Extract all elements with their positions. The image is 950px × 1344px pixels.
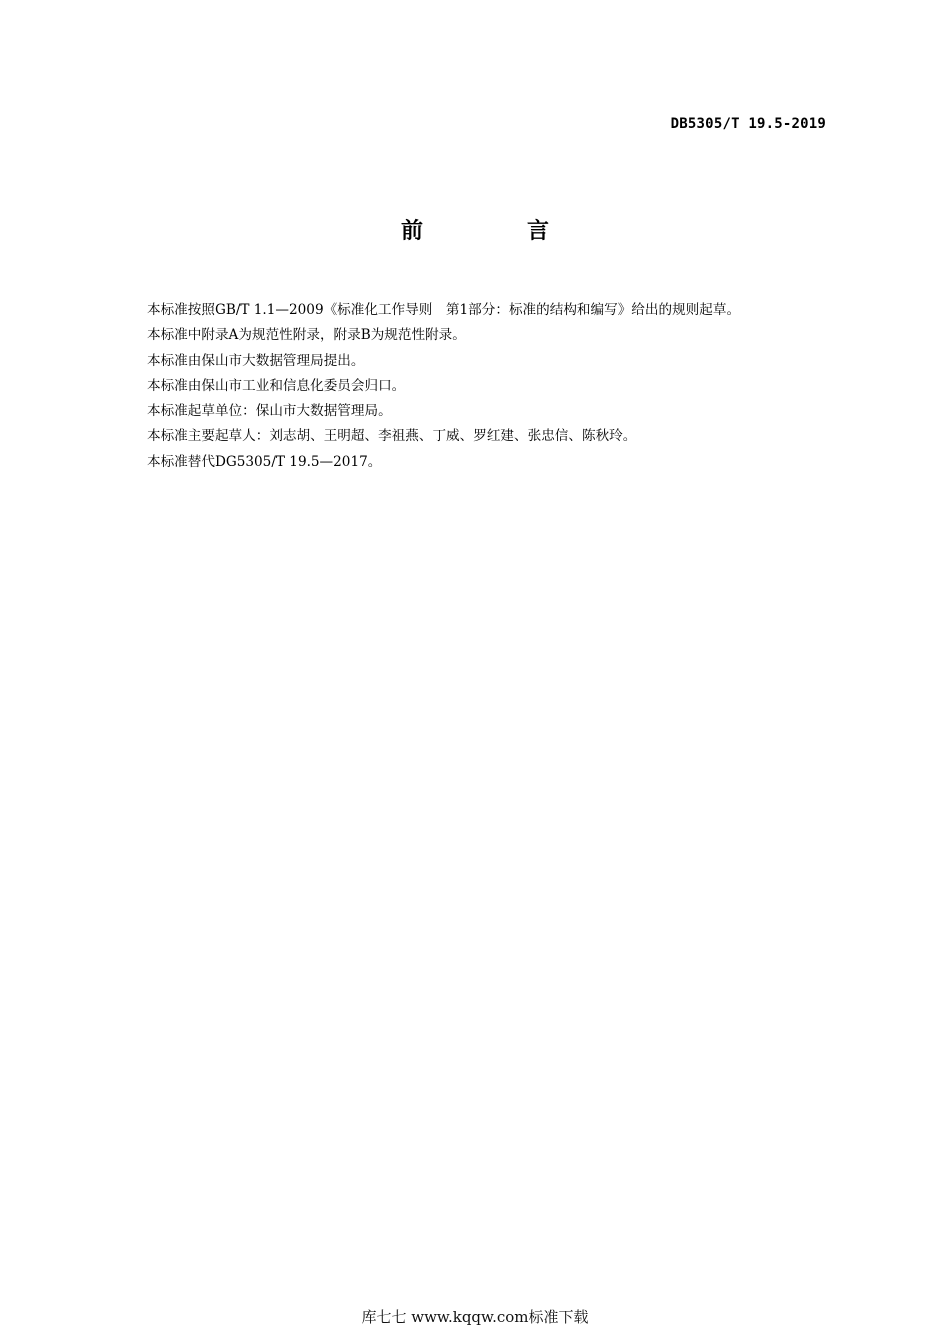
paragraph-main-drafters: 本标准主要起草人：刘志胡、王明超、李祖燕、丁威、罗红建、张忠信、陈秋玲。 — [147, 428, 637, 445]
page-title — [0, 214, 950, 245]
paragraph-appendices: 本标准中附录A为规范性附录，附录B为规范性附录。 — [147, 327, 466, 344]
page-title-char-1: 前 — [401, 219, 424, 244]
paragraph-drafting-unit: 本标准起草单位：保山市大数据管理局。 — [147, 403, 392, 420]
standard-code: DB5305/T 19.5-2019 — [670, 116, 826, 132]
footer-watermark: 库七七 www.kqqw.com标准下载 — [361, 1308, 589, 1326]
paragraph-centralized-by: 本标准由保山市工业和信息化委员会归口。 — [147, 377, 406, 394]
paragraph-replaces: 本标准替代DG5305/T 19.5—2017。 — [147, 453, 382, 470]
paragraph-drafting-rules: 本标准按照GB/T 1.1—2009《标准化工作导则 第1部分：标准的结构和编写》给出的规则起草。 — [147, 302, 741, 318]
foreword-body — [147, 298, 867, 475]
paragraph-proposed-by: 本标准由保山市大数据管理局提出。 — [147, 352, 365, 369]
page-title-char-2: 言 — [527, 219, 550, 244]
